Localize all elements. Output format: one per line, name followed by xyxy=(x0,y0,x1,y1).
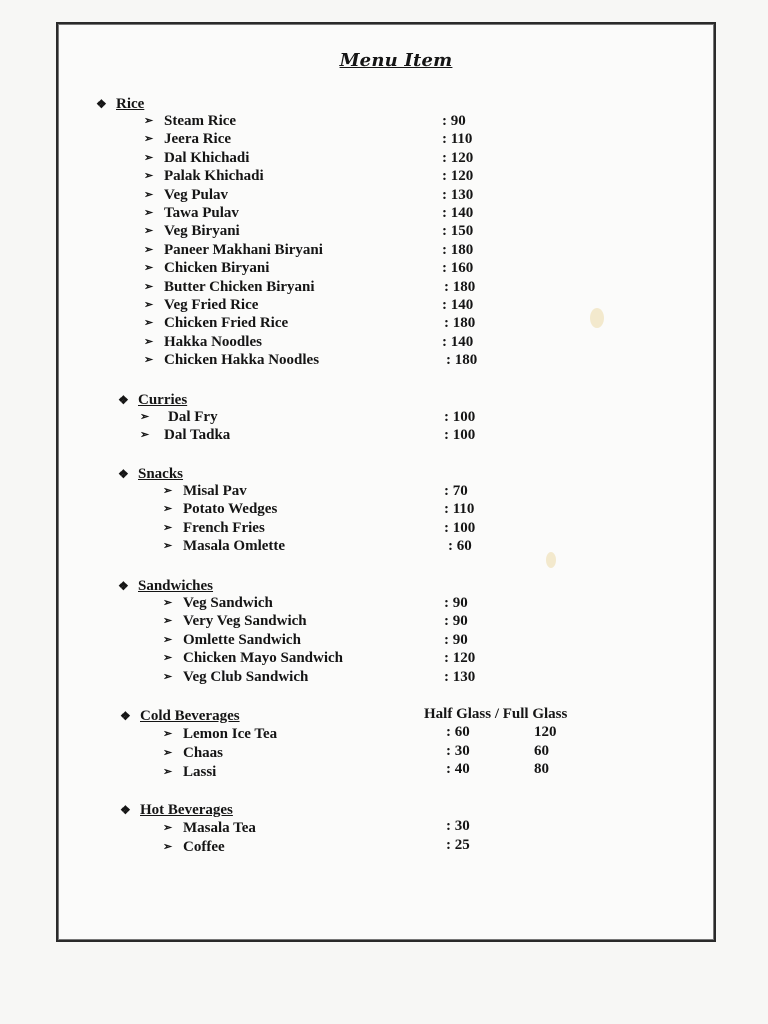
arrowhead-bullet-icon: ➢ xyxy=(140,429,150,442)
item-price: : 110 xyxy=(444,501,475,518)
menu-item: ➢ Veg Biryani xyxy=(144,223,240,240)
paper-stain xyxy=(546,552,556,568)
item-price-full: 60 xyxy=(534,743,549,759)
arrowhead-bullet-icon: ➢ xyxy=(163,728,173,740)
item-price: : 130 xyxy=(444,668,476,685)
item-price: : 180 xyxy=(444,278,476,295)
menu-item: ➢ Dal Khichadi xyxy=(144,149,250,166)
arrowhead-bullet-icon: ➢ xyxy=(144,188,154,201)
item-price-full: 120 xyxy=(534,724,557,740)
menu-item: ➢ Masala Tea xyxy=(163,820,256,836)
menu-item: ➢ Veg Pulav xyxy=(144,186,229,203)
arrowhead-bullet-icon: ➢ xyxy=(144,243,154,256)
arrowhead-bullet-icon: ➢ xyxy=(163,521,173,534)
item-price-half: : 60 xyxy=(446,724,470,740)
arrowhead-bullet-icon: ➢ xyxy=(163,766,173,778)
menu-item: ➢ Hakka Noodles xyxy=(144,333,262,350)
item-price: : 25 xyxy=(446,837,470,853)
diamond-bullet-icon: ❖ xyxy=(120,803,131,817)
item-price-half: : 40 xyxy=(446,761,470,777)
arrowhead-bullet-icon: ➢ xyxy=(140,411,150,423)
arrowhead-bullet-icon: ➢ xyxy=(163,670,173,683)
menu-item: ➢ Chicken Mayo Sandwich xyxy=(163,650,344,667)
section-heading-cold-beverages: ❖ Cold Beverages xyxy=(120,708,240,724)
item-price: : 120 xyxy=(444,650,476,667)
section-heading-sandwiches: ❖ Sandwiches xyxy=(118,578,214,594)
arrowhead-bullet-icon: ➢ xyxy=(144,115,154,127)
item-price: : 160 xyxy=(442,260,474,277)
arrowhead-bullet-icon: ➢ xyxy=(144,354,154,367)
item-price: : 90 xyxy=(444,631,468,648)
arrowhead-bullet-icon: ➢ xyxy=(163,652,173,665)
item-price-full: 80 xyxy=(534,761,549,777)
menu-item: ➢ Lassi xyxy=(163,764,217,780)
menu-item: ➢ Dal Fry xyxy=(140,409,218,425)
page-title: Menu Item xyxy=(339,50,453,71)
item-price: : 180 xyxy=(446,352,478,369)
diamond-bullet-icon: ❖ xyxy=(120,709,131,723)
item-price: : 180 xyxy=(444,315,476,332)
column-header-glass-size: Half Glass / Full Glass xyxy=(424,706,568,722)
arrowhead-bullet-icon: ➢ xyxy=(144,280,154,293)
menu-item: ➢ Chicken Hakka Noodles xyxy=(144,352,320,369)
menu-item: ➢ Veg Sandwich xyxy=(163,595,273,611)
menu-item: ➢ Butter Chicken Biryani xyxy=(144,278,315,295)
menu-item: ➢ Potato Wedges xyxy=(163,501,278,518)
item-price: : 110 xyxy=(442,131,473,148)
menu-item: ➢ Misal Pav xyxy=(163,483,247,499)
item-price: : 100 xyxy=(444,409,476,425)
diamond-bullet-icon: ❖ xyxy=(118,579,129,593)
item-price: : 100 xyxy=(444,519,476,536)
arrowhead-bullet-icon: ➢ xyxy=(163,485,173,497)
menu-item: ➢ Lemon Ice Tea xyxy=(163,726,278,742)
menu-item: ➢ Coffee xyxy=(163,839,225,855)
arrowhead-bullet-icon: ➢ xyxy=(163,633,173,646)
arrowhead-bullet-icon: ➢ xyxy=(163,540,173,553)
section-heading-curries: ❖ Curries xyxy=(118,392,188,408)
arrowhead-bullet-icon: ➢ xyxy=(144,317,154,330)
item-price: : 90 xyxy=(444,595,468,611)
menu-item: ➢ Very Veg Sandwich xyxy=(163,613,307,630)
arrowhead-bullet-icon: ➢ xyxy=(163,747,173,759)
item-price: : 60 xyxy=(448,538,472,555)
item-price: : 140 xyxy=(442,205,474,221)
arrowhead-bullet-icon: ➢ xyxy=(144,225,154,238)
menu-item: ➢ Veg Fried Rice xyxy=(144,297,259,313)
item-price: : 140 xyxy=(442,333,474,350)
menu-item: ➢ French Fries xyxy=(163,519,265,536)
item-price: : 180 xyxy=(442,241,474,258)
item-price: : 120 xyxy=(442,149,474,166)
section-heading-hot-beverages: ❖ Hot Beverages xyxy=(120,802,233,818)
menu-item: ➢ Omlette Sandwich xyxy=(163,631,301,648)
item-price: : 120 xyxy=(442,168,474,185)
item-price: : 90 xyxy=(442,113,466,129)
item-price: : 30 xyxy=(446,818,470,834)
item-price: : 140 xyxy=(442,297,474,313)
arrowhead-bullet-icon: ➢ xyxy=(163,615,173,628)
item-price: : 150 xyxy=(442,223,474,240)
arrowhead-bullet-icon: ➢ xyxy=(163,597,173,609)
arrowhead-bullet-icon: ➢ xyxy=(144,335,154,348)
diamond-bullet-icon: ❖ xyxy=(118,467,129,481)
menu-item: ➢ Masala Omlette xyxy=(163,538,286,555)
menu-item: ➢ Chicken Biryani xyxy=(144,260,270,277)
paper-stain xyxy=(590,308,604,328)
arrowhead-bullet-icon: ➢ xyxy=(144,133,154,146)
menu-item: ➢ Veg Club Sandwich xyxy=(163,668,309,685)
menu-item: ➢ Paneer Makhani Biryani xyxy=(144,241,323,258)
section-heading-rice: ❖ Rice xyxy=(96,96,145,112)
arrowhead-bullet-icon: ➢ xyxy=(163,822,173,834)
item-price: : 130 xyxy=(442,186,474,203)
menu-item: ➢ Tawa Pulav xyxy=(144,205,239,221)
item-price: : 90 xyxy=(444,613,468,630)
item-price: : 100 xyxy=(444,427,476,444)
diamond-bullet-icon: ❖ xyxy=(96,97,107,111)
menu-item: ➢ Steam Rice xyxy=(144,113,237,129)
section-heading-snacks: ❖ Snacks xyxy=(118,466,184,482)
diamond-bullet-icon: ❖ xyxy=(118,393,129,407)
menu-item: ➢ Chicken Fried Rice xyxy=(144,315,289,332)
menu-item: ➢ Palak Khichadi xyxy=(144,168,264,185)
item-price: : 70 xyxy=(444,483,468,499)
menu-item: ➢ Chaas xyxy=(163,745,224,761)
arrowhead-bullet-icon: ➢ xyxy=(163,503,173,516)
arrowhead-bullet-icon: ➢ xyxy=(144,151,154,164)
menu-item: ➢ Dal Tadka xyxy=(140,427,231,444)
item-price-half: : 30 xyxy=(446,743,470,759)
menu-item: ➢ Jeera Rice xyxy=(144,131,232,148)
arrowhead-bullet-icon: ➢ xyxy=(144,262,154,275)
arrowhead-bullet-icon: ➢ xyxy=(144,299,154,311)
arrowhead-bullet-icon: ➢ xyxy=(144,207,154,219)
arrowhead-bullet-icon: ➢ xyxy=(163,841,173,853)
arrowhead-bullet-icon: ➢ xyxy=(144,170,154,183)
